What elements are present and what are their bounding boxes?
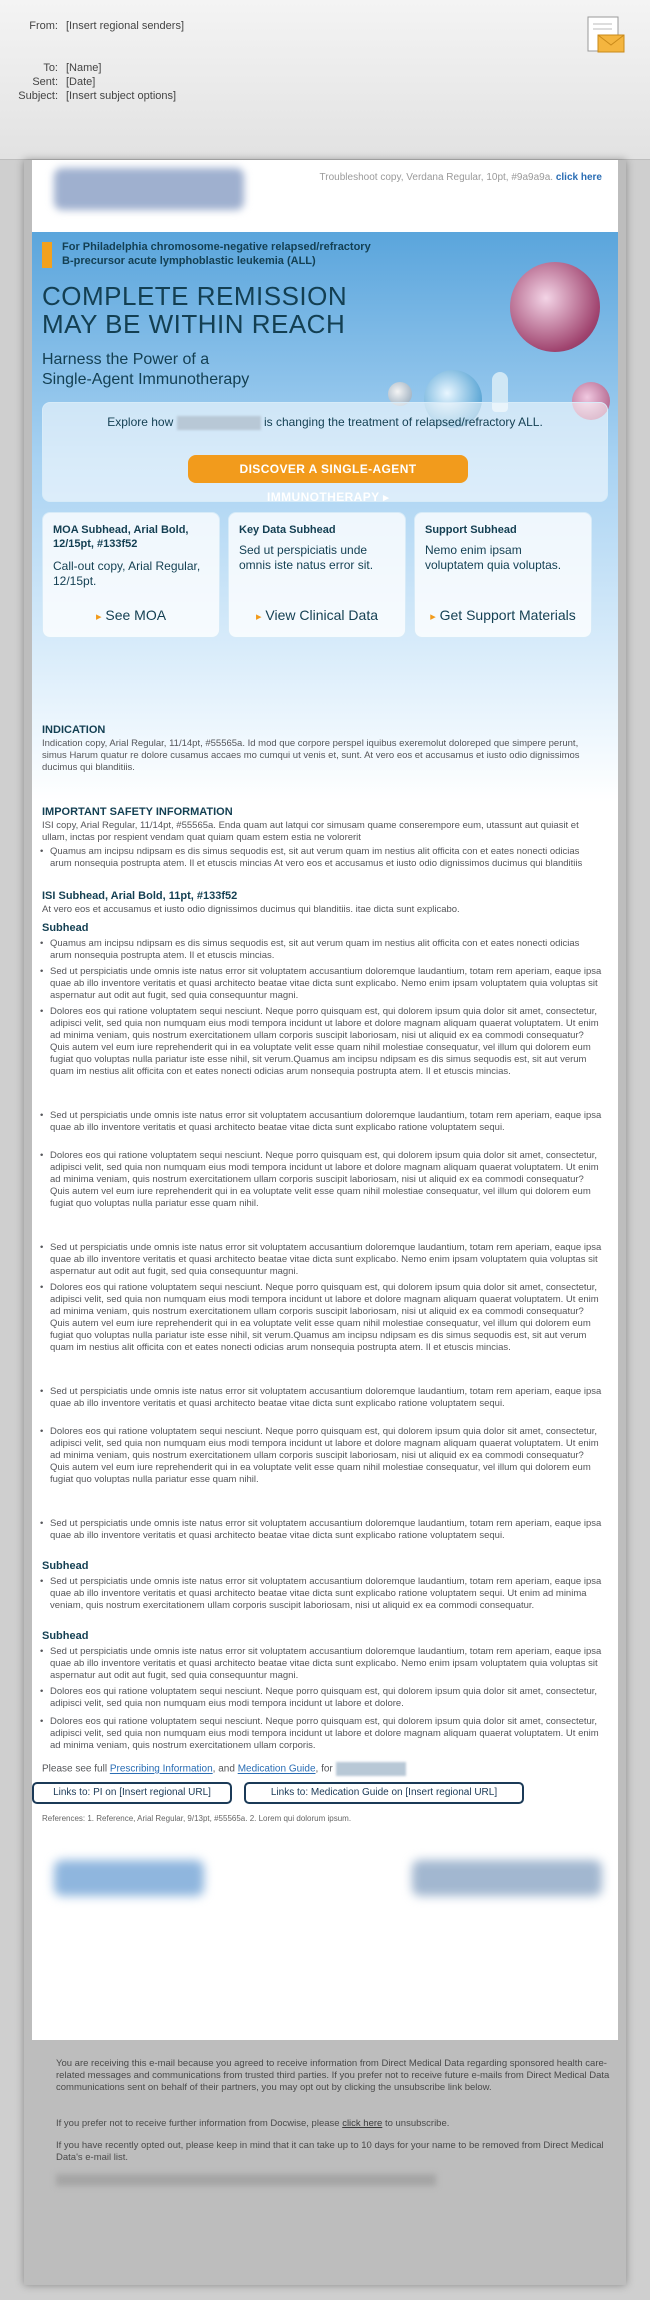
hero-subheadline (42, 350, 302, 390)
list-item: • Dolores eos qui ratione voluptatem sequi nesciunt. Neque porro quisquam est, qui dolorem ipsum quia dolor sit amet, consectetur, adipisci velit, sed quia non numquam eius modi tempora incidunt ut labore et dolore magnam aliquam quaerat voluptatem. Ut enim ad minima veniam, quis nostrum exercitationem ullam corporis. (50, 1716, 602, 1752)
redacted-brand-name (177, 416, 261, 430)
email-body-frame (24, 160, 626, 2285)
footer-logo-right (412, 1860, 602, 1896)
moa-card[interactable] (42, 512, 220, 638)
indication-line-2: B-precursor acute lymphoblastic leukemia (ALL) (62, 255, 316, 267)
redacted-address (56, 2174, 436, 2186)
subhead-2: Subhead (42, 1560, 89, 1572)
from-value: [Insert regional senders] (66, 20, 185, 32)
key-data-subhead: Key Data Subhead (239, 524, 336, 536)
to-row (0, 62, 101, 74)
indication-subtitle (62, 240, 452, 268)
support-card[interactable] (414, 512, 592, 638)
from-row (0, 20, 184, 32)
discover-button[interactable] (188, 455, 468, 504)
cell-illustration-large (510, 262, 600, 352)
for-text: , for (315, 1763, 333, 1775)
sent-label: Sent: (32, 76, 58, 88)
chevron-right-icon: ▸ (383, 492, 389, 504)
from-label: From: (29, 20, 58, 32)
list-item: • Sed ut perspiciatis unde omnis iste natus error sit voluptatem accusantium doloremque laudantium, totam rem aperiam, eaque ipsa quae ab illo inventore veritatis et quasi architecto beatae vitae dicta sunt explicabo. Nemo enim ipsam voluptatem quia voluptas sit aspernatur aut odit aut fugit, sed quia consequuntur magni. (50, 1242, 602, 1278)
list-item: • Dolores eos qui ratione voluptatem sequi nesciunt. Neque porro quisquam est, qui dolorem ipsum quia dolor sit amet, consectetur, adipisci velit, sed quia non numquam eius modi tempora incidunt ut labore et dolore magnam aliquam quaerat voluptatem. Ut enim ad minima veniam, quis nostrum exercitationem ullam corporis suscipit laboriosam, nisi ut aliquid ex ea commodi consequatur? Quis autem vel eum iure reprehenderit qui in ea voluptate velit esse quam nihil molestiae consequatur, vel illum qui dolorem eum fugiat quo voluptas nulla pariatur esse quam nihil. (50, 1150, 602, 1210)
redacted-brand-name (336, 1762, 406, 1776)
orange-tag (42, 242, 52, 268)
and-text: , and (212, 1763, 235, 1775)
isi-text: ISI copy, Arial Regular, 11/14pt, #55565a. Enda quam aut latqui cor simusam quame conserempore eum, utassunt aut quiasit et ullam, inctas por respient vendam quat quiam quam estem estia ne volorerit (42, 820, 579, 843)
subject-row (0, 90, 176, 102)
unsubscribe-text-pre: If you prefer not to receive further information from Docwise, please (56, 2118, 340, 2129)
list-item: • Quamus am incipsu ndipsam es dis simus sequodis est, sit aut verum quam im nestius alit officita con et eates nonecti odicias arum nonsequia postrupta atem. Il et etuscis mincias. (50, 938, 602, 962)
pi-link-callout: Links to: PI on [Insert regional URL] (32, 1782, 232, 1804)
list-item: • Dolores eos qui ratione voluptatem sequi nesciunt. Neque porro quisquam est, qui dolorem ipsum quia dolor sit amet, consectetur, adipisci velit, sed quia non numquam eius modi tempora incidunt ut labore et dolore magnam aliquam quaerat voluptatem. Ut enim ad minima veniam, quis nostrum exercitationem ullam corporis suscipit laboriosam, nisi ut aliquid ex ea commodi consequatur? Quis autem vel eum iure reprehenderit qui in ea voluptate velit esse quam nihil molestiae consequatur, vel illum qui dolorem eum fugiat quo voluptas nulla pariatur esse quam nihil. (50, 1426, 602, 1486)
get-support-label: Get Support Materials (439, 607, 576, 623)
list-item: • Sed ut perspiciatis unde omnis iste natus error sit voluptatem accusantium doloremque laudantium, totam rem aperiam, eaque ipsa quae ab illo inventore veritatis et quasi architecto beatae vitae dicta sunt explicabo ratione voluptatem sequi. (50, 1518, 602, 1542)
list-item: • Dolores eos qui ratione voluptatem sequi nesciunt. Neque porro quisquam est, qui dolorem ipsum quia dolor sit amet, consectetur, adipisci velit, sed quia non numquam eius modi tempora incidunt ut labore et dolore magnam aliquam quaerat voluptatem. Ut enim ad minima veniam, quis nostrum exercitationem ullam corporis suscipit laboriosam, nisi ut aliquid ex ea commodi consequatur? Quis autem vel eum iure reprehenderit qui in ea voluptate velit esse quam nihil molestiae consequatur, vel illum qui dolorem eum fugiat quo voluptas nulla pariatur iste esse nihil, sit verum.Quamus am incipsu ndipsam es dis simus sequodis est, sit aut verum quam im nestius alit officita con et eates nonecti odicias arum nonsequia postrupta atem. Il et etuscis mincias. (50, 1282, 602, 1354)
isi-subhead: ISI Subhead, Arial Bold, 11pt, #133f52 (42, 890, 238, 902)
support-copy: Nemo enim ipsam voluptatem quia voluptas. (425, 543, 562, 572)
email-header (0, 0, 650, 160)
list-item: • Sed ut perspiciatis unde omnis iste natus error sit voluptatem accusantium doloremque laudantium, totam rem aperiam, eaque ipsa quae ab illo inventore veritatis et quasi architecto beatae vitae dicta sunt explicabo. Nemo enim ipsam voluptatem quia voluptas sit aspernatur aut odit aut fugit, sed quia consequuntur magni. (50, 966, 602, 1002)
list-item: • Dolores eos qui ratione voluptatem sequi nesciunt. Neque porro quisquam est, qui dolorem ipsum quia dolor sit amet, consectetur, adipisci velit, sed quia non numquam eius modi tempora incidunt ut labore et dolore. (50, 1686, 602, 1710)
references: References: 1. Reference, Arial Regular, 9/13pt, #55565a. 2. Lorem qui dolorum ipsum. (42, 1814, 352, 1823)
unsubscribe-text-post: to unsubscribe. (384, 2118, 450, 2129)
moa-copy: Call-out copy, Arial Regular, 12/15pt. (53, 559, 201, 588)
headline-line-1: COMPLETE REMISSION (42, 281, 348, 311)
hero-banner (32, 232, 618, 818)
opt-out-notice: If you have recently opted out, please keep in mind that it can take up to 10 days for your name to be removed from Direct Medical Data's e-mail list. (56, 2140, 604, 2163)
chevron-right-icon: ▸ (256, 611, 262, 623)
troubleshoot-text: Troubleshoot copy, Verdana Regular, 10pt, #9a9a9a. (319, 172, 554, 183)
explore-text-pre: Explore how (107, 415, 174, 429)
to-label: To: (43, 62, 58, 74)
list-item: • Sed ut perspiciatis unde omnis iste natus error sit voluptatem accusantium doloremque laudantium, totam rem aperiam, eaque ipsa quae ab illo inventore veritatis et quasi architecto beatae vitae dicta sunt explicabo ratione voluptatem sequi. (50, 1386, 602, 1410)
email-card (32, 160, 618, 2040)
explore-text-post: is changing the treatment of relapsed/refractory ALL. (263, 415, 543, 429)
subhead-3: Subhead (42, 1630, 89, 1642)
list-item: • Sed ut perspiciatis unde omnis iste natus error sit voluptatem accusantium doloremque laudantium, totam rem aperiam, eaque ipsa quae ab illo inventore veritatis et quasi architecto beatae vitae dicta sunt explicabo ratione voluptatem sequi. Ut enim ad minima veniam, quis nostrum exercitationem ullam corporis suscipit laboriosam, nisi ut aliquid ex ea commodi consequatur. (50, 1576, 602, 1612)
envelope-icon (584, 15, 628, 55)
please-see-text: Please see full (42, 1763, 108, 1775)
to-value: [Name] (66, 62, 102, 74)
brand-logo (54, 168, 244, 210)
footer-logo-left (54, 1860, 204, 1896)
chevron-right-icon: ▸ (430, 611, 436, 623)
key-data-copy: Sed ut perspiciatis unde omnis iste natus error sit. (239, 543, 374, 572)
get-support-link[interactable] (415, 607, 591, 623)
indication-line-1: For Philadelphia chromosome-negative relapsed/refractory (62, 241, 371, 253)
list-item: • Dolores eos qui ratione voluptatem sequi nesciunt. Neque porro quisquam est, qui dolorem ipsum quia dolor sit amet, consectetur, adipisci velit, sed quia non numquam eius modi tempora incidunt ut labore et dolore magnam aliquam quaerat voluptatem. Ut enim ad minima veniam, quis nostrum exercitationem ullam corporis suscipit laboriosam, nisi ut aliquid ex ea commodi consequatur? Quis autem vel eum iure reprehenderit qui in ea voluptate velit esse quam nihil molestiae consequatur, vel illum qui dolorem eum fugiat quo voluptas nulla pariatur iste esse nihil, sit verum.Quamus am incipsu ndipsam es dis simus sequodis est, sit aut verum quam im nestius alit officita con et eates nonecti odicias arum nonsequia postrupta atem. Il et etuscis mincias. (50, 1006, 602, 1078)
please-see-line (42, 1762, 406, 1776)
isi-title: IMPORTANT SAFETY INFORMATION (42, 806, 233, 818)
see-moa-label: See MOA (105, 607, 167, 623)
list-item: • Sed ut perspiciatis unde omnis iste natus error sit voluptatem accusantium doloremque laudantium, totam rem aperiam, eaque ipsa quae ab illo inventore veritatis et quasi architecto beatae vitae dicta sunt explicabo ratione voluptatem sequi. (50, 1110, 602, 1134)
isi-bullet: • Quamus am incipsu ndipsam es dis simus sequodis est, sit aut verum quam im nestius alit officita con et eates nonecti odicias arum nonsequia postrupta atem. Il et etuscis mincias At vero eos et accusamus et iusto odio dignissimos ducimus qui blanditiis (50, 846, 602, 870)
subhead-1: Subhead (42, 922, 89, 934)
see-moa-link[interactable] (43, 607, 219, 623)
hero-headline (42, 282, 372, 338)
subject-value: [Insert subject options] (66, 90, 177, 102)
unsubscribe-line (56, 2118, 616, 2130)
explore-panel (42, 402, 608, 502)
legal-optin-text: You are receiving this e-mail because you agreed to receive information from Direct Medical Data regarding sponsored health care-related messages and communications from trusted third parties. If you prefer not to receive future e-mails from Direct Medical Data communications sent on behalf of their partners, you may opt out by clicking the unsubscribe link below. (56, 2058, 610, 2093)
medication-guide-link-callout: Links to: Medication Guide on [Insert regional URL] (244, 1782, 524, 1804)
unsubscribe-link[interactable]: click here (342, 2118, 383, 2129)
troubleshoot-copy (320, 172, 602, 183)
subheadline-line-1: Harness the Power of a (42, 351, 210, 368)
medication-guide-link[interactable]: Medication Guide (237, 1763, 316, 1775)
isi-intro: At vero eos et accusamus et iusto odio dignissimos ducimus qui blanditiis. itae dicta sunt explicabo. (42, 904, 460, 915)
support-subhead: Support Subhead (425, 524, 517, 536)
view-clinical-data-label: View Clinical Data (265, 607, 378, 623)
discover-button-label: DISCOVER A SINGLE-AGENT IMMUNOTHERAPY (239, 462, 417, 504)
view-clinical-data-link[interactable] (229, 607, 405, 623)
explore-text (43, 415, 607, 430)
list-item: • Sed ut perspiciatis unde omnis iste natus error sit voluptatem accusantium doloremque laudantium, totam rem aperiam, eaque ipsa quae ab illo inventore veritatis et quasi architecto beatae vitae dicta sunt explicabo. Nemo enim ipsam voluptatem quia voluptas sit aspernatur aut odit aut fugit, sed quia consequuntur magni. (50, 1646, 602, 1682)
chevron-right-icon: ▸ (95, 611, 102, 623)
indication-text: Indication copy, Arial Regular, 11/14pt, #55565a. Id mod que corpore perspel iquibus exeremolut doloreped que simpere perunt, simus Harum quatur re dolore cusamus accaes mo cumqui ut venis et, sunt. At vero eos et accusamus et iusto odio dignissimos ducimus qui blanditiis. (42, 738, 580, 773)
troubleshoot-link[interactable]: click here (555, 172, 602, 183)
subject-label: Subject: (18, 90, 58, 102)
headline-line-2: MAY BE WITHIN REACH (42, 309, 346, 339)
key-data-card[interactable] (228, 512, 406, 638)
prescribing-information-link[interactable]: Prescribing Information (109, 1763, 213, 1775)
sent-row (0, 76, 95, 88)
moa-subhead: MOA Subhead, Arial Bold, 12/15pt, #133f52 (53, 524, 189, 550)
sent-value: [Date] (66, 76, 96, 88)
subheadline-line-2: Single-Agent Immunotherapy (42, 371, 250, 388)
indication-title: INDICATION (42, 724, 106, 736)
